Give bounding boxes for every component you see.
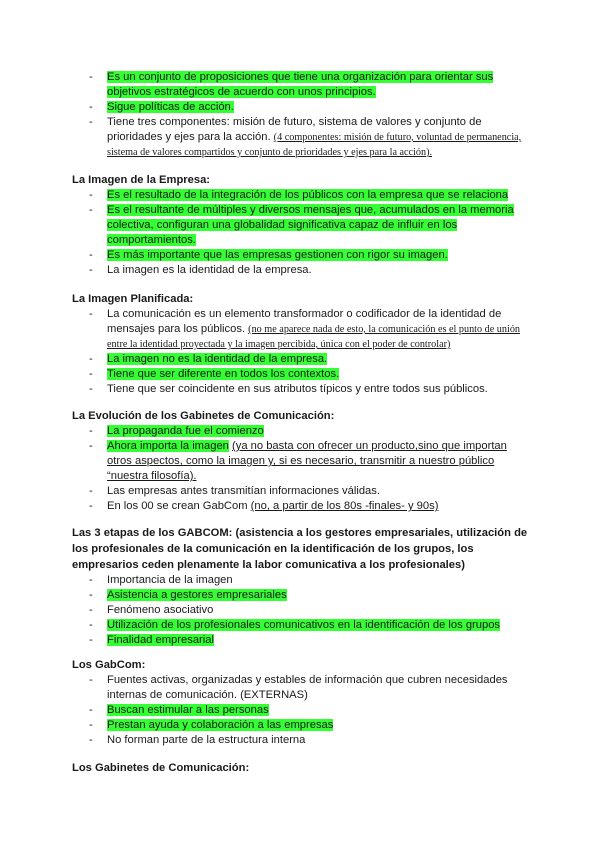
dash-bullet: - <box>89 264 93 276</box>
dash-bullet: - <box>89 189 93 201</box>
list-item <box>72 703 528 718</box>
bullet-list <box>72 573 532 648</box>
highlighted-text: Es un conjunto de proposiciones que tiene una organización para orientar sus objetivos estratégicos de acuerdo con unos principios. <box>107 71 494 98</box>
list-item <box>72 248 528 263</box>
dash-bullet: - <box>89 574 93 586</box>
item-text: Las empresas antes transmitían informaciones válidas. <box>107 485 380 497</box>
list-item <box>72 484 528 499</box>
section-los-gabcom <box>72 657 528 748</box>
list-item <box>72 203 528 248</box>
dash-bullet: - <box>89 425 93 437</box>
dash-bullet: - <box>89 116 93 128</box>
list-item <box>72 307 528 352</box>
dash-bullet: - <box>89 308 93 320</box>
underlined-note: (no, a partir de los 80s -finales- y 90s) <box>250 500 439 512</box>
list-item <box>72 70 528 100</box>
list-item <box>72 263 528 278</box>
list-item <box>72 588 532 603</box>
list-item <box>72 188 528 203</box>
list-item <box>72 733 528 748</box>
list-item <box>72 603 532 618</box>
section-heading: Los GabCom: <box>72 659 146 671</box>
dash-bullet: - <box>89 368 93 380</box>
dash-bullet: - <box>89 249 93 261</box>
dash-bullet: - <box>89 634 93 646</box>
list-item <box>72 573 532 588</box>
highlighted-text: Es el resultante de múltiples y diversos mensajes que, acumulados en la memoria colectiva, configuran una globalidad significativa capaz de influir en los comportamientos. <box>107 204 514 246</box>
item-text: Importancia de la imagen <box>107 574 233 586</box>
dash-bullet: - <box>89 734 93 746</box>
list-item <box>72 424 528 439</box>
dash-bullet: - <box>89 204 93 216</box>
item-text: Tiene tres componentes: misión de futuro, sistema de valores y conjunto de prioridades y ejes para la acción. <box>107 116 482 143</box>
section-heading: Las 3 etapas de los GABCOM: (asistencia a los gestores empresariales, utilización de los profesionales de la comunicación en la identificación de los grupos, los empresarios ceden plenamente la labor comunicativa a los profesionales) <box>72 527 528 571</box>
highlighted-text: Es más importante que las empresas gestionen con rigor su imagen. <box>107 249 448 261</box>
bullet-list <box>72 673 528 748</box>
list-item <box>72 718 528 733</box>
dash-bullet: - <box>89 704 93 716</box>
annotation-note: (4 componentes: misión de futuro, voluntad de permanencia, sistema de valores compartidos y conjunto de prioridades y ejes para la acción). <box>107 132 522 158</box>
highlighted-text: Finalidad empresarial <box>107 634 214 646</box>
list-item <box>72 367 528 382</box>
section-heading: La Imagen de la Empresa: <box>72 174 211 186</box>
section-heading: Los Gabinetes de Comunicación: <box>72 762 250 774</box>
item-text: No forman parte de la estructura interna <box>107 734 306 746</box>
item-text: Fenómeno asociativo <box>107 604 214 616</box>
bullet-list <box>72 424 528 514</box>
dash-bullet: - <box>89 674 93 686</box>
list-item <box>72 352 528 367</box>
list-item <box>72 618 532 633</box>
highlighted-text: Ahora importa la imagen <box>107 440 229 452</box>
section-gabinetes-comunicacion <box>72 760 528 776</box>
item-text: Fuentes activas, organizadas y estables de información que cubren necesidades internas de comunicación. (EXTERNAS) <box>107 674 508 701</box>
section-imagen-planificada <box>72 291 528 397</box>
highlighted-text: Sigue políticas de acción. <box>107 101 234 113</box>
dash-bullet: - <box>89 101 93 113</box>
item-text: La comunicación es un elemento transformador o codificador de la identidad de mensajes para los públicos. <box>107 308 502 335</box>
section-etapas-gabcom <box>72 525 532 648</box>
annotation-note: (no me aparece nada de esto, la comunicación es el punto de unión entre la identidad proyectada y la imagen percibida, única con el poder de controlar) <box>107 324 521 350</box>
dash-bullet: - <box>89 485 93 497</box>
section-imagen-empresa <box>72 172 528 278</box>
section-evolucion-gabinetes <box>72 408 528 514</box>
list-item <box>72 382 528 397</box>
dash-bullet: - <box>89 500 93 512</box>
bullet-list <box>72 70 528 160</box>
bullet-list <box>72 188 528 278</box>
highlighted-text: Es el resultado de la integración de los públicos con la empresa que se relaciona <box>107 189 509 201</box>
item-text: En los 00 se crean GabCom <box>107 500 248 512</box>
list-item <box>72 439 528 484</box>
list-item <box>72 673 528 703</box>
dash-bullet: - <box>89 619 93 631</box>
list-item <box>72 633 532 648</box>
list-item <box>72 100 528 115</box>
item-text: La imagen es la identidad de la empresa. <box>107 264 312 276</box>
dash-bullet: - <box>89 71 93 83</box>
highlighted-text: Prestan ayuda y colaboración a las empresas <box>107 719 334 731</box>
dash-bullet: - <box>89 383 93 395</box>
highlighted-text: Asistencia a gestores empresariales <box>107 589 287 601</box>
bullet-list <box>72 307 528 397</box>
item-text: Tiene que ser coincidente en sus atributos típicos y entre todos sus públicos. <box>107 383 488 395</box>
highlighted-text: Buscan estimular a las personas <box>107 704 269 716</box>
list-item <box>72 115 528 160</box>
highlighted-text: Tiene que ser diferente en todos los contextos. <box>107 368 340 380</box>
highlighted-text: Utilización de los profesionales comunicativos en la identificación de los grupos <box>107 619 501 631</box>
highlighted-text: La imagen no es la identidad de la empresa. <box>107 353 328 365</box>
section-heading: La Evolución de los Gabinetes de Comunicación: <box>72 410 335 422</box>
dash-bullet: - <box>89 604 93 616</box>
dash-bullet: - <box>89 589 93 601</box>
section-intro <box>72 70 528 160</box>
list-item <box>72 499 528 514</box>
section-heading: La Imagen Planificada: <box>72 293 194 305</box>
underlined-note: (ya no basta con ofrecer un producto,sino que importan otros aspectos, como la imagen y, si es necesario, transmitir a nuestro público “nuestra filosofía). <box>107 440 507 482</box>
dash-bullet: - <box>89 719 93 731</box>
highlighted-text: La propaganda fue el comienzo <box>107 425 264 437</box>
dash-bullet: - <box>89 440 93 452</box>
dash-bullet: - <box>89 353 93 365</box>
